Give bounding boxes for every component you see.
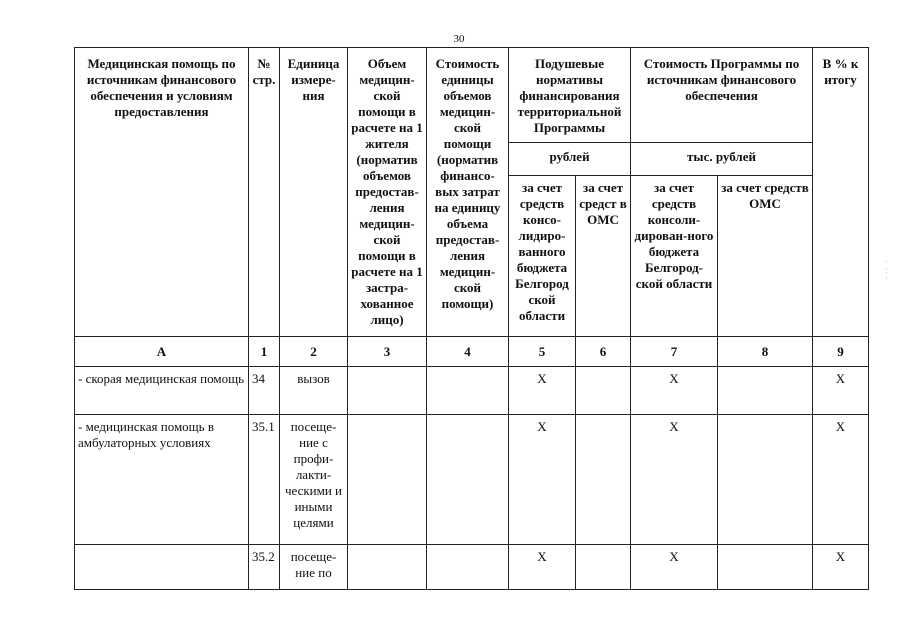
number-cell: 5 [509, 337, 576, 367]
row-value-6 [576, 367, 631, 415]
row-line-number: 35.2 [249, 545, 280, 590]
row-value-9: X [813, 367, 869, 415]
row-name: - медицинская помощь в амбулаторных условиях [75, 415, 249, 545]
header-group-cost: Стоимость Программы по источникам финансового обеспечения [631, 48, 813, 143]
row-value-7: X [631, 415, 718, 545]
header-col-6: за счет средст в ОМС [576, 176, 631, 337]
row-value-6 [576, 415, 631, 545]
row-name [75, 545, 249, 590]
row-unit: вызов [280, 367, 348, 415]
row-value-8 [718, 415, 813, 545]
header-col-8: за счет средств ОМС [718, 176, 813, 337]
header-col-5: за счет средств консо-лидиро-ванного бюджета Белгород ской области [509, 176, 576, 337]
row-value-4 [427, 415, 509, 545]
table-row [75, 415, 869, 545]
header-col-a: Медицинская помощь по источникам финансового обеспечения и условиям предоставления [75, 48, 249, 337]
number-cell: А [75, 337, 249, 367]
row-value-5: X [509, 415, 576, 545]
row-value-7: X [631, 545, 718, 590]
header-col-9: В % к итогу [813, 48, 869, 337]
number-cell: 9 [813, 337, 869, 367]
row-value-9: X [813, 545, 869, 590]
page-number: 30 [453, 33, 465, 45]
number-cell: 7 [631, 337, 718, 367]
row-value-8 [718, 367, 813, 415]
header-group-per-capita: Подушевые нормативы финансирования территориальной Программы [509, 48, 631, 143]
header-col-1: № стр. [249, 48, 280, 337]
number-cell: 8 [718, 337, 813, 367]
financing-table [74, 47, 869, 590]
number-cell: 4 [427, 337, 509, 367]
number-cell: 6 [576, 337, 631, 367]
row-line-number: 35.1 [249, 415, 280, 545]
row-value-6 [576, 545, 631, 590]
header-col-7: за счет средств консоли-дирован-ного бюджета Белгород-ской области [631, 176, 718, 337]
header-col-2: Единица измере-ния [280, 48, 348, 337]
header-unit-rub: рублей [509, 143, 631, 176]
row-value-3 [348, 545, 427, 590]
header-col-3: Объем медицин-ской помощи в расчете на 1 жителя (норматив объемов предостав-ления медицин-ской помощи в расчете на 1 застра-хованное лицо) [348, 48, 427, 337]
row-unit: посеще-ние по [280, 545, 348, 590]
row-value-5: X [509, 545, 576, 590]
numbering-row [75, 337, 869, 367]
row-value-3 [348, 367, 427, 415]
row-unit: посеще-ние с профи-лакти-ческими и иными целями [280, 415, 348, 545]
number-cell: 2 [280, 337, 348, 367]
row-line-number: 34 [249, 367, 280, 415]
table-row [75, 545, 869, 590]
header-col-4: Стоимость единицы объемов медицин-ской помощи (норматив финансо-вых затрат на единицу объема предостав-ления медицин-ской помощи) [427, 48, 509, 337]
table-row [75, 367, 869, 415]
row-value-5: X [509, 367, 576, 415]
header-unit-thousand-rub: тыс. рублей [631, 143, 813, 176]
row-value-3 [348, 415, 427, 545]
number-cell: 3 [348, 337, 427, 367]
number-cell: 1 [249, 337, 280, 367]
row-name: - скорая медицинская помощь [75, 367, 249, 415]
header-row-groups [75, 48, 869, 143]
scan-artifact: · : · [885, 257, 888, 283]
row-value-9: X [813, 415, 869, 545]
row-value-4 [427, 367, 509, 415]
row-value-8 [718, 545, 813, 590]
row-value-7: X [631, 367, 718, 415]
row-value-4 [427, 545, 509, 590]
